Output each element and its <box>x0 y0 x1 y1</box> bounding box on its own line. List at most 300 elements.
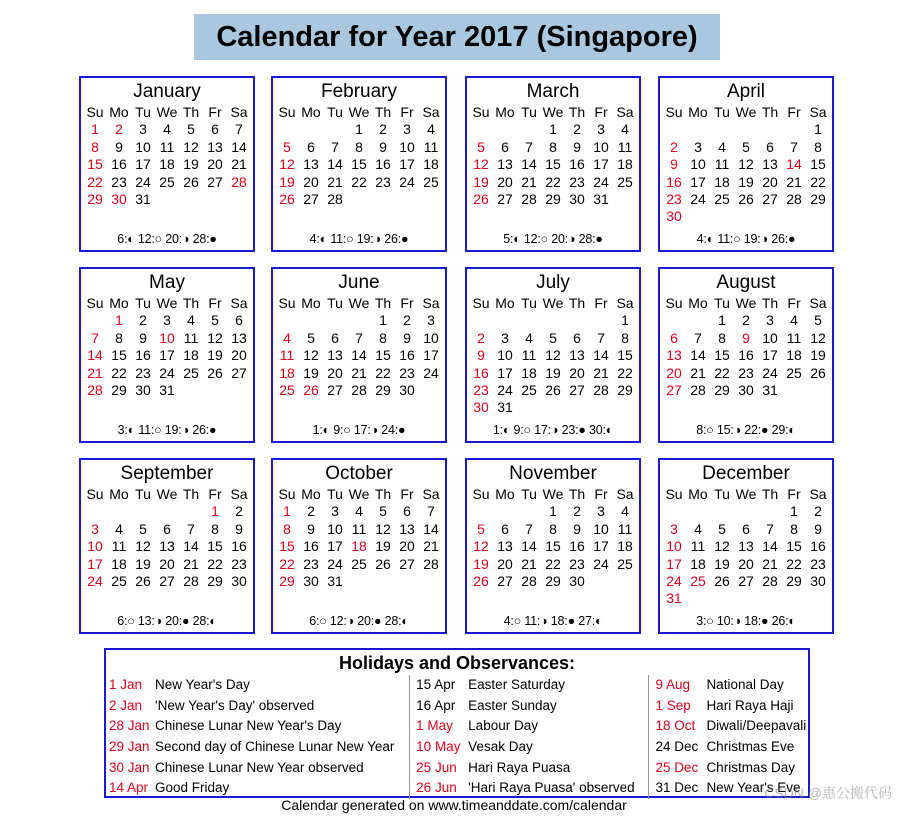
month-name: February <box>320 81 398 102</box>
weekday-header: Fr <box>208 295 222 311</box>
day-cell: 17 <box>327 538 343 555</box>
day-cell: 19 <box>375 538 391 555</box>
moon-phases: 1:◐ 9:○ 17:◑ 23:● 30:◐ <box>492 423 614 437</box>
day-cell: 21 <box>327 173 343 190</box>
day-cell: 26 <box>473 190 489 207</box>
empty-cell <box>469 503 493 520</box>
day-cell: 15 <box>87 156 103 173</box>
day-cell: 25 <box>159 173 175 190</box>
day-cell: 19 <box>183 156 199 173</box>
weekday-header: We <box>542 104 564 120</box>
day-cell: 14 <box>521 156 537 173</box>
day-cell: 22 <box>375 364 391 381</box>
day-cell: 23 <box>569 173 585 190</box>
day-cell: 31 <box>327 572 343 589</box>
weekday-header: Sa <box>230 486 248 502</box>
day-cell: 5 <box>187 121 195 138</box>
weekday-header: Su <box>665 104 683 120</box>
holiday-row <box>109 737 409 758</box>
empty-cell <box>565 312 589 329</box>
day-cell: 2 <box>742 312 750 329</box>
day-cell: 18 <box>690 555 706 572</box>
holiday-row <box>655 737 808 758</box>
day-cell: 20 <box>231 347 247 364</box>
day-cell: 31 <box>762 381 778 398</box>
empty-cell <box>541 312 565 329</box>
day-grid <box>81 295 253 399</box>
weekday-header: Su <box>278 295 296 311</box>
day-cell: 4 <box>187 312 195 329</box>
month-name: January <box>133 81 201 102</box>
day-cell: 2 <box>403 312 411 329</box>
month-september <box>79 458 255 634</box>
weekday-header: Sa <box>616 104 634 120</box>
weekday-header: Sa <box>809 104 827 120</box>
day-cell: 4 <box>427 121 435 138</box>
day-cell: 13 <box>497 538 513 555</box>
moon-phases: 8:○ 15:◑ 22:● 29:◐ <box>696 423 796 437</box>
weekday-header: Su <box>665 486 683 502</box>
weekday-header: Sa <box>422 486 440 502</box>
day-cell: 28 <box>690 381 706 398</box>
weekday-header: Tu <box>135 486 151 502</box>
moon-phases: 5:◐ 12:○ 20:◑ 28:● <box>503 232 603 246</box>
holiday-name: New Year's Eve <box>706 780 801 796</box>
holiday-date: 1 Jan <box>109 677 143 692</box>
empty-cell <box>758 503 782 520</box>
day-cell: 24 <box>593 555 609 572</box>
day-cell: 3 <box>403 121 411 138</box>
weekday-header: Fr <box>594 486 608 502</box>
day-cell: 26 <box>183 173 199 190</box>
day-grid <box>81 486 253 590</box>
day-cell: 11 <box>617 138 633 155</box>
day-cell: 10 <box>135 138 151 155</box>
empty-cell <box>710 121 734 138</box>
empty-cell <box>686 312 710 329</box>
holiday-date: 25 Dec <box>655 759 699 775</box>
day-cell: 24 <box>690 190 706 207</box>
day-cell: 22 <box>617 364 633 381</box>
moon-phases: 4:◐ 11:○ 19:◑ 26:● <box>696 232 796 246</box>
day-cell: 6 <box>163 520 171 537</box>
day-cell: 16 <box>303 538 319 555</box>
holiday-name: 'Hari Raya Puasa' observed <box>468 780 635 796</box>
day-cell: 18 <box>159 156 175 173</box>
weekday-header: Su <box>472 486 490 502</box>
day-cell: 4 <box>621 121 629 138</box>
day-cell: 14 <box>231 138 247 155</box>
day-cell: 4 <box>163 121 171 138</box>
day-cell: 18 <box>521 364 537 381</box>
weekday-header: Tu <box>135 104 151 120</box>
empty-cell <box>107 503 131 520</box>
day-grid <box>467 104 639 208</box>
day-cell: 8 <box>621 329 629 346</box>
day-cell: 20 <box>497 555 513 572</box>
day-cell: 28 <box>521 190 537 207</box>
day-cell: 1 <box>549 503 557 520</box>
empty-cell <box>662 121 686 138</box>
day-cell: 20 <box>569 364 585 381</box>
weekday-header: Sa <box>422 295 440 311</box>
day-cell: 2 <box>379 121 387 138</box>
day-cell: 4 <box>283 329 291 346</box>
day-cell: 30 <box>473 399 489 416</box>
empty-cell <box>493 312 517 329</box>
day-cell: 19 <box>473 555 489 572</box>
day-cell: 25 <box>279 381 295 398</box>
holiday-date: 28 Jan <box>109 718 150 734</box>
empty-cell <box>782 121 806 138</box>
day-cell: 1 <box>379 312 387 329</box>
day-cell: 4 <box>355 503 363 520</box>
day-cell: 25 <box>786 364 802 381</box>
day-cell: 24 <box>87 572 103 589</box>
month-july <box>465 267 641 443</box>
day-cell: 27 <box>569 381 585 398</box>
day-cell: 21 <box>593 364 609 381</box>
month-february <box>271 76 447 252</box>
day-cell: 3 <box>597 121 605 138</box>
empty-cell <box>179 503 203 520</box>
weekday-header: Tu <box>327 104 343 120</box>
day-cell: 5 <box>742 138 750 155</box>
day-cell: 16 <box>399 347 415 364</box>
day-cell: 9 <box>403 329 411 346</box>
day-cell: 8 <box>115 329 123 346</box>
weekday-header: Fr <box>208 104 222 120</box>
day-cell: 1 <box>91 121 99 138</box>
day-cell: 6 <box>331 329 339 346</box>
day-grid <box>660 295 832 399</box>
weekday-header: We <box>348 295 370 311</box>
day-cell: 20 <box>327 364 343 381</box>
holiday-date: 29 Jan <box>109 739 150 755</box>
day-cell: 26 <box>738 190 754 207</box>
weekday-header: Th <box>182 295 200 311</box>
day-cell: 4 <box>718 138 726 155</box>
weekday-header: Sa <box>422 104 440 120</box>
day-cell: 20 <box>738 555 754 572</box>
day-cell: 14 <box>327 156 343 173</box>
month-november <box>465 458 641 634</box>
day-cell: 5 <box>379 503 387 520</box>
day-cell: 2 <box>477 329 485 346</box>
day-cell: 20 <box>666 364 682 381</box>
day-cell: 28 <box>762 572 778 589</box>
day-cell: 3 <box>501 329 509 346</box>
day-cell: 28 <box>593 381 609 398</box>
weekday-header: Th <box>568 104 586 120</box>
day-cell: 20 <box>497 173 513 190</box>
empty-cell <box>517 312 541 329</box>
empty-cell <box>131 503 155 520</box>
day-cell: 15 <box>207 538 223 555</box>
day-cell: 15 <box>375 347 391 364</box>
weekday-header: Th <box>568 295 586 311</box>
day-cell: 12 <box>279 156 295 173</box>
empty-cell <box>734 503 758 520</box>
day-cell: 28 <box>351 381 367 398</box>
day-cell: 26 <box>375 555 391 572</box>
weekday-header: Tu <box>521 104 537 120</box>
day-cell: 21 <box>521 173 537 190</box>
holidays-title: Holidays and Observances: <box>338 653 576 673</box>
day-cell: 28 <box>231 173 247 190</box>
day-cell: 22 <box>810 173 826 190</box>
weekday-header: Sa <box>230 104 248 120</box>
day-cell: 29 <box>545 190 561 207</box>
day-cell: 3 <box>331 503 339 520</box>
holiday-row <box>109 758 409 779</box>
day-cell: 26 <box>473 572 489 589</box>
moon-phases: 3:○ 10:◑ 18:● 26:◐ <box>696 614 796 628</box>
month-may <box>79 267 255 443</box>
month-name: March <box>526 81 580 102</box>
day-cell: 23 <box>738 364 754 381</box>
day-cell: 16 <box>135 347 151 364</box>
day-cell: 8 <box>790 520 798 537</box>
day-cell: 13 <box>159 538 175 555</box>
weekday-header: Fr <box>400 295 414 311</box>
day-cell: 5 <box>307 329 315 346</box>
weekday-header: Mo <box>688 295 708 311</box>
day-cell: 18 <box>111 555 127 572</box>
day-cell: 7 <box>331 138 339 155</box>
holiday-name: Christmas Eve <box>706 739 795 755</box>
day-cell: 2 <box>814 503 822 520</box>
day-cell: 27 <box>231 364 247 381</box>
weekday-header: Tu <box>714 104 730 120</box>
day-cell: 9 <box>670 156 678 173</box>
weekday-header: We <box>735 295 757 311</box>
day-cell: 14 <box>521 538 537 555</box>
day-cell: 1 <box>115 312 123 329</box>
day-cell: 21 <box>351 364 367 381</box>
holiday-name: 'New Year's Day' observed <box>155 697 315 713</box>
holiday-date: 14 Apr <box>109 780 149 796</box>
holiday-name: National Day <box>706 677 784 692</box>
empty-cell <box>686 503 710 520</box>
day-cell: 22 <box>111 364 127 381</box>
day-cell: 2 <box>573 503 581 520</box>
holidays-columns <box>106 675 808 799</box>
day-cell: 24 <box>762 364 778 381</box>
month-june <box>271 267 447 443</box>
day-cell: 21 <box>521 555 537 572</box>
weekday-header: Mo <box>495 104 515 120</box>
day-cell: 27 <box>497 572 513 589</box>
empty-cell <box>517 121 541 138</box>
holiday-name: Easter Saturday <box>468 677 565 692</box>
weekday-header: Fr <box>787 104 801 120</box>
day-cell: 26 <box>207 364 223 381</box>
day-cell: 25 <box>183 364 199 381</box>
weekday-header: Mo <box>688 486 708 502</box>
weekday-header: Fr <box>594 104 608 120</box>
day-cell: 16 <box>569 156 585 173</box>
empty-cell <box>517 503 541 520</box>
day-cell: 11 <box>183 329 199 346</box>
day-cell: 15 <box>351 156 367 173</box>
day-cell: 13 <box>497 156 513 173</box>
month-october <box>271 458 447 634</box>
day-cell: 29 <box>207 572 223 589</box>
weekday-header: We <box>348 104 370 120</box>
day-cell: 22 <box>545 555 561 572</box>
day-cell: 9 <box>115 138 123 155</box>
weekday-header: Sa <box>616 486 634 502</box>
day-cell: 7 <box>766 520 774 537</box>
weekday-header: Tu <box>714 486 730 502</box>
day-cell: 6 <box>501 138 509 155</box>
day-cell: 15 <box>810 156 826 173</box>
day-cell: 30 <box>231 572 247 589</box>
day-cell: 18 <box>617 538 633 555</box>
day-cell: 30 <box>399 381 415 398</box>
day-cell: 9 <box>573 520 581 537</box>
day-cell: 27 <box>399 555 415 572</box>
day-cell: 9 <box>573 138 581 155</box>
day-cell: 10 <box>593 520 609 537</box>
day-cell: 29 <box>375 381 391 398</box>
day-cell: 7 <box>187 520 195 537</box>
holiday-column <box>409 675 648 799</box>
day-cell: 13 <box>738 538 754 555</box>
day-cell: 13 <box>762 156 778 173</box>
day-cell: 3 <box>694 138 702 155</box>
day-cell: 1 <box>621 312 629 329</box>
day-cell: 20 <box>303 173 319 190</box>
day-cell: 31 <box>666 590 682 607</box>
day-cell: 12 <box>135 538 151 555</box>
weekday-header: Sa <box>616 295 634 311</box>
day-cell: 24 <box>423 364 439 381</box>
day-grid <box>660 104 832 226</box>
day-cell: 9 <box>139 329 147 346</box>
day-cell: 22 <box>279 555 295 572</box>
day-cell: 30 <box>135 381 151 398</box>
month-name: November <box>509 463 597 484</box>
page-title: Calendar for Year 2017 (Singapore) <box>194 14 720 60</box>
day-cell: 13 <box>303 156 319 173</box>
day-cell: 5 <box>549 329 557 346</box>
day-cell: 15 <box>714 347 730 364</box>
holiday-name: Good Friday <box>155 780 230 796</box>
holiday-date: 18 Oct <box>655 718 696 734</box>
weekday-header: We <box>156 486 178 502</box>
day-cell: 23 <box>111 173 127 190</box>
weekday-header: Tu <box>714 295 730 311</box>
day-cell: 8 <box>814 138 822 155</box>
day-cell: 17 <box>593 538 609 555</box>
day-cell: 20 <box>159 555 175 572</box>
day-grid <box>467 486 639 590</box>
day-cell: 21 <box>762 555 778 572</box>
day-cell: 23 <box>569 555 585 572</box>
day-grid <box>273 486 445 590</box>
day-cell: 29 <box>111 381 127 398</box>
day-cell: 30 <box>569 572 585 589</box>
holiday-row <box>655 716 808 737</box>
day-cell: 19 <box>135 555 151 572</box>
day-cell: 27 <box>497 190 513 207</box>
day-cell: 2 <box>670 138 678 155</box>
day-cell: 22 <box>545 173 561 190</box>
day-cell: 21 <box>183 555 199 572</box>
day-cell: 16 <box>231 538 247 555</box>
weekday-header: Th <box>374 486 392 502</box>
day-cell: 12 <box>183 138 199 155</box>
day-cell: 20 <box>762 173 778 190</box>
month-name: July <box>536 272 570 293</box>
day-cell: 27 <box>207 173 223 190</box>
holiday-name: Chinese Lunar New Year observed <box>155 759 364 775</box>
empty-cell <box>493 121 517 138</box>
day-cell: 2 <box>307 503 315 520</box>
moon-phases: 6:○ 12:◑ 20:● 28:◐ <box>309 614 409 628</box>
day-cell: 27 <box>738 572 754 589</box>
day-cell: 22 <box>87 173 103 190</box>
day-cell: 25 <box>351 555 367 572</box>
holiday-row <box>416 737 648 758</box>
day-cell: 10 <box>399 138 415 155</box>
moon-phases: 4:◐ 11:○ 19:◑ 26:● <box>309 232 409 246</box>
day-cell: 25 <box>111 572 127 589</box>
day-cell: 12 <box>375 520 391 537</box>
day-cell: 5 <box>211 312 219 329</box>
day-cell: 12 <box>207 329 223 346</box>
day-cell: 30 <box>810 572 826 589</box>
day-cell: 7 <box>525 138 533 155</box>
day-grid <box>273 104 445 208</box>
day-cell: 15 <box>111 347 127 364</box>
day-cell: 29 <box>279 572 295 589</box>
holiday-date: 9 Aug <box>655 677 690 692</box>
day-cell: 15 <box>545 538 561 555</box>
empty-cell <box>275 312 299 329</box>
holiday-date: 10 May <box>416 739 461 755</box>
holiday-name: Vesak Day <box>468 739 533 755</box>
day-cell: 13 <box>327 347 343 364</box>
day-cell: 1 <box>814 121 822 138</box>
weekday-header: Tu <box>327 486 343 502</box>
day-cell: 1 <box>549 121 557 138</box>
day-cell: 7 <box>427 503 435 520</box>
empty-cell <box>323 312 347 329</box>
moon-phases: 1:◐ 9:○ 17:◑ 24:● <box>312 423 406 437</box>
weekday-header: Fr <box>400 104 414 120</box>
weekday-header: Th <box>374 295 392 311</box>
day-cell: 11 <box>714 156 730 173</box>
day-cell: 8 <box>91 138 99 155</box>
day-cell: 19 <box>738 173 754 190</box>
weekday-header: Th <box>182 486 200 502</box>
weekday-header: Tu <box>521 295 537 311</box>
day-cell: 23 <box>473 381 489 398</box>
empty-cell <box>686 121 710 138</box>
day-cell: 24 <box>593 173 609 190</box>
holiday-row <box>109 675 409 696</box>
day-cell: 30 <box>111 190 127 207</box>
day-cell: 25 <box>617 555 633 572</box>
day-cell: 4 <box>115 520 123 537</box>
weekday-header: Fr <box>787 486 801 502</box>
holiday-row <box>416 696 648 717</box>
month-january <box>79 76 255 252</box>
day-cell: 31 <box>135 190 151 207</box>
